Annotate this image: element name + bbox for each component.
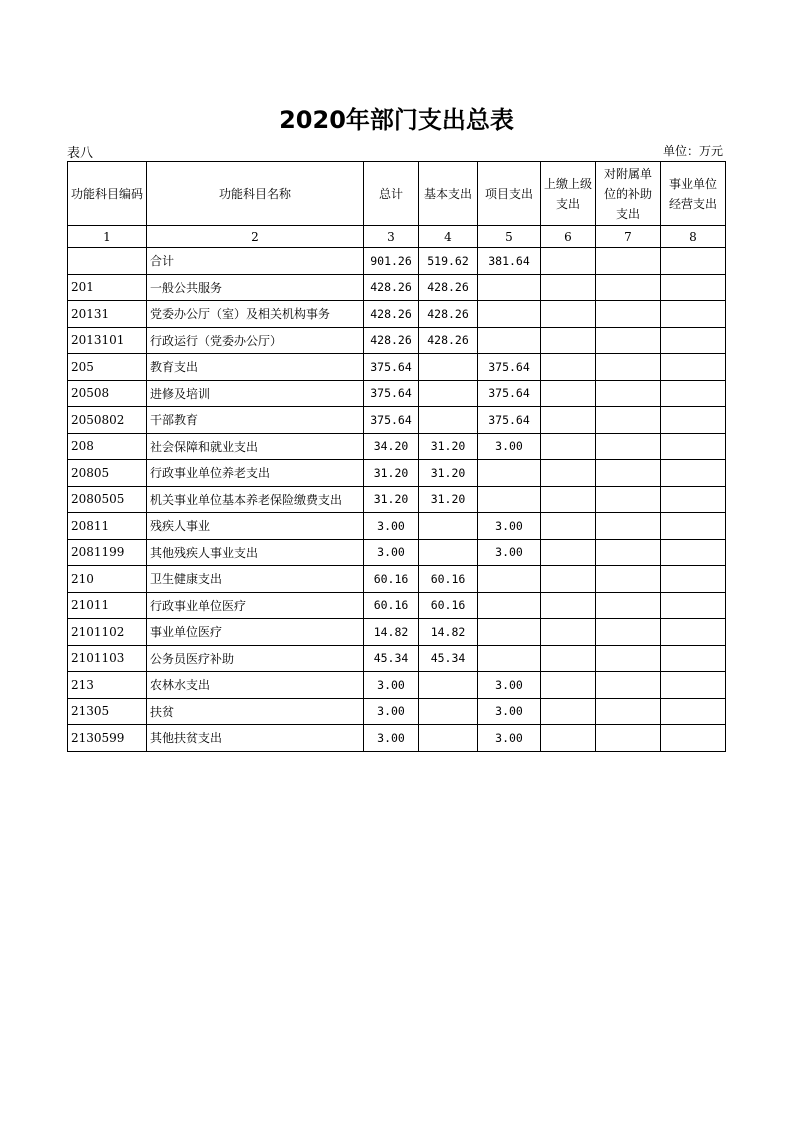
code-cell: 2101103 [68, 645, 147, 672]
table-row [68, 327, 726, 354]
upper-cell [541, 645, 596, 672]
basic-cell: 428.26 [419, 327, 478, 354]
upper-cell [541, 566, 596, 593]
business-cell [661, 592, 726, 619]
total-cell: 45.34 [364, 645, 419, 672]
name-cell: 教育支出 [147, 354, 364, 381]
total-cell: 31.20 [364, 460, 419, 487]
index-cell: 5 [478, 226, 541, 248]
subsidy-cell [596, 433, 661, 460]
expenditure-table [67, 161, 726, 752]
table-row [68, 566, 726, 593]
business-cell [661, 433, 726, 460]
project-cell: 3.00 [478, 513, 541, 540]
code-cell: 2101102 [68, 619, 147, 646]
business-cell [661, 407, 726, 434]
subsidy-cell [596, 566, 661, 593]
upper-cell [541, 698, 596, 725]
project-cell [478, 619, 541, 646]
upper-cell [541, 248, 596, 275]
table-row [68, 539, 726, 566]
subsidy-cell [596, 301, 661, 328]
business-cell [661, 645, 726, 672]
table-row [68, 433, 726, 460]
index-cell: 7 [596, 226, 661, 248]
upper-cell [541, 380, 596, 407]
upper-cell [541, 539, 596, 566]
upper-cell [541, 725, 596, 752]
index-cell: 2 [147, 226, 364, 248]
table-row [68, 513, 726, 540]
project-cell: 3.00 [478, 698, 541, 725]
business-cell [661, 619, 726, 646]
subsidy-cell [596, 407, 661, 434]
basic-cell [419, 354, 478, 381]
total-cell: 3.00 [364, 672, 419, 699]
name-cell: 进修及培训 [147, 380, 364, 407]
business-cell [661, 513, 726, 540]
upper-cell [541, 592, 596, 619]
subsidy-cell [596, 327, 661, 354]
upper-cell [541, 486, 596, 513]
name-cell: 事业单位医疗 [147, 619, 364, 646]
subsidy-cell [596, 274, 661, 301]
total-cell: 375.64 [364, 380, 419, 407]
total-cell: 60.16 [364, 592, 419, 619]
table-row [68, 274, 726, 301]
header-upper: 上缴上级支出 [541, 162, 596, 226]
upper-cell [541, 619, 596, 646]
subsidy-cell [596, 460, 661, 487]
basic-cell: 14.82 [419, 619, 478, 646]
name-cell: 其他扶贫支出 [147, 725, 364, 752]
total-cell: 428.26 [364, 301, 419, 328]
table-row [68, 698, 726, 725]
total-cell: 3.00 [364, 725, 419, 752]
basic-cell: 31.20 [419, 460, 478, 487]
business-cell [661, 539, 726, 566]
basic-cell [419, 672, 478, 699]
name-cell: 行政事业单位养老支出 [147, 460, 364, 487]
upper-cell [541, 513, 596, 540]
business-cell [661, 327, 726, 354]
code-cell: 201 [68, 274, 147, 301]
header-basic: 基本支出 [419, 162, 478, 226]
project-cell: 3.00 [478, 433, 541, 460]
business-cell [661, 248, 726, 275]
header-subsidy: 对附属单位的补助支出 [596, 162, 661, 226]
total-cell: 428.26 [364, 327, 419, 354]
business-cell [661, 698, 726, 725]
table-row [68, 592, 726, 619]
total-cell: 31.20 [364, 486, 419, 513]
table-row [68, 619, 726, 646]
name-cell: 干部教育 [147, 407, 364, 434]
project-cell [478, 301, 541, 328]
subsidy-cell [596, 486, 661, 513]
code-cell: 2080505 [68, 486, 147, 513]
index-cell: 3 [364, 226, 419, 248]
table-row [68, 725, 726, 752]
total-cell: 34.20 [364, 433, 419, 460]
name-cell: 行政运行（党委办公厅） [147, 327, 364, 354]
name-cell: 社会保障和就业支出 [147, 433, 364, 460]
project-cell [478, 274, 541, 301]
table-row [68, 301, 726, 328]
business-cell [661, 301, 726, 328]
project-cell [478, 486, 541, 513]
basic-cell: 519.62 [419, 248, 478, 275]
name-cell: 机关事业单位基本养老保险缴费支出 [147, 486, 364, 513]
basic-cell: 428.26 [419, 274, 478, 301]
total-cell: 60.16 [364, 566, 419, 593]
table-row [68, 672, 726, 699]
table-row [68, 380, 726, 407]
basic-cell [419, 380, 478, 407]
upper-cell [541, 354, 596, 381]
table-row [68, 407, 726, 434]
business-cell [661, 725, 726, 752]
code-cell: 2050802 [68, 407, 147, 434]
name-cell: 一般公共服务 [147, 274, 364, 301]
header-code: 功能科目编码 [68, 162, 147, 226]
name-cell: 公务员医疗补助 [147, 645, 364, 672]
header-total: 总计 [364, 162, 419, 226]
code-cell: 2081199 [68, 539, 147, 566]
total-cell: 3.00 [364, 539, 419, 566]
basic-cell [419, 407, 478, 434]
project-cell [478, 460, 541, 487]
table-row [68, 486, 726, 513]
subsidy-cell [596, 513, 661, 540]
total-cell: 3.00 [364, 513, 419, 540]
upper-cell [541, 301, 596, 328]
code-cell: 210 [68, 566, 147, 593]
header-business: 事业单位经营支出 [661, 162, 726, 226]
header-row [68, 162, 726, 226]
index-cell: 1 [68, 226, 147, 248]
total-cell: 375.64 [364, 354, 419, 381]
code-cell: 20508 [68, 380, 147, 407]
name-cell: 党委办公厅（室）及相关机构事务 [147, 301, 364, 328]
business-cell [661, 486, 726, 513]
name-cell: 卫生健康支出 [147, 566, 364, 593]
basic-cell: 31.20 [419, 486, 478, 513]
index-cell: 8 [661, 226, 726, 248]
project-cell [478, 566, 541, 593]
project-cell: 375.64 [478, 380, 541, 407]
code-cell: 20805 [68, 460, 147, 487]
code-cell: 21011 [68, 592, 147, 619]
subsidy-cell [596, 592, 661, 619]
header-project: 项目支出 [478, 162, 541, 226]
basic-cell [419, 725, 478, 752]
project-cell [478, 645, 541, 672]
basic-cell: 428.26 [419, 301, 478, 328]
page-title: 2020年部门支出总表 [279, 106, 514, 134]
subsidy-cell [596, 698, 661, 725]
total-cell: 14.82 [364, 619, 419, 646]
name-cell: 合计 [147, 248, 364, 275]
code-cell: 20131 [68, 301, 147, 328]
code-cell: 213 [68, 672, 147, 699]
upper-cell [541, 274, 596, 301]
code-cell: 20811 [68, 513, 147, 540]
name-cell: 残疾人事业 [147, 513, 364, 540]
subsidy-cell [596, 725, 661, 752]
subsidy-cell [596, 672, 661, 699]
project-cell [478, 592, 541, 619]
table-row [68, 248, 726, 275]
name-cell: 农林水支出 [147, 672, 364, 699]
business-cell [661, 380, 726, 407]
name-cell: 其他残疾人事业支出 [147, 539, 364, 566]
subsidy-cell [596, 539, 661, 566]
business-cell [661, 274, 726, 301]
basic-cell: 31.20 [419, 433, 478, 460]
upper-cell [541, 672, 596, 699]
code-cell: 2130599 [68, 725, 147, 752]
project-cell [478, 327, 541, 354]
basic-cell [419, 513, 478, 540]
subsidy-cell [596, 380, 661, 407]
table-row [68, 460, 726, 487]
basic-cell: 45.34 [419, 645, 478, 672]
subsidy-cell [596, 645, 661, 672]
code-cell: 208 [68, 433, 147, 460]
upper-cell [541, 460, 596, 487]
code-cell: 205 [68, 354, 147, 381]
code-cell: 2013101 [68, 327, 147, 354]
subsidy-cell [596, 354, 661, 381]
index-row [68, 226, 726, 248]
total-cell: 901.26 [364, 248, 419, 275]
upper-cell [541, 433, 596, 460]
project-cell: 3.00 [478, 725, 541, 752]
table-row [68, 354, 726, 381]
index-cell: 6 [541, 226, 596, 248]
project-cell: 381.64 [478, 248, 541, 275]
subsidy-cell [596, 248, 661, 275]
basic-cell [419, 698, 478, 725]
basic-cell [419, 539, 478, 566]
name-cell: 扶贫 [147, 698, 364, 725]
upper-cell [541, 407, 596, 434]
code-cell [68, 248, 147, 275]
total-cell: 375.64 [364, 407, 419, 434]
index-cell: 4 [419, 226, 478, 248]
basic-cell: 60.16 [419, 566, 478, 593]
subsidy-cell [596, 619, 661, 646]
project-cell: 375.64 [478, 354, 541, 381]
project-cell: 3.00 [478, 672, 541, 699]
business-cell [661, 672, 726, 699]
header-name: 功能科目名称 [147, 162, 364, 226]
business-cell [661, 460, 726, 487]
project-cell: 3.00 [478, 539, 541, 566]
table-row [68, 645, 726, 672]
total-cell: 428.26 [364, 274, 419, 301]
code-cell: 21305 [68, 698, 147, 725]
name-cell: 行政事业单位医疗 [147, 592, 364, 619]
project-cell: 375.64 [478, 407, 541, 434]
upper-cell [541, 327, 596, 354]
business-cell [661, 566, 726, 593]
business-cell [661, 354, 726, 381]
unit-label: 单位：万元 [662, 144, 723, 158]
basic-cell: 60.16 [419, 592, 478, 619]
total-cell: 3.00 [364, 698, 419, 725]
table-label: 表八 [67, 146, 94, 161]
